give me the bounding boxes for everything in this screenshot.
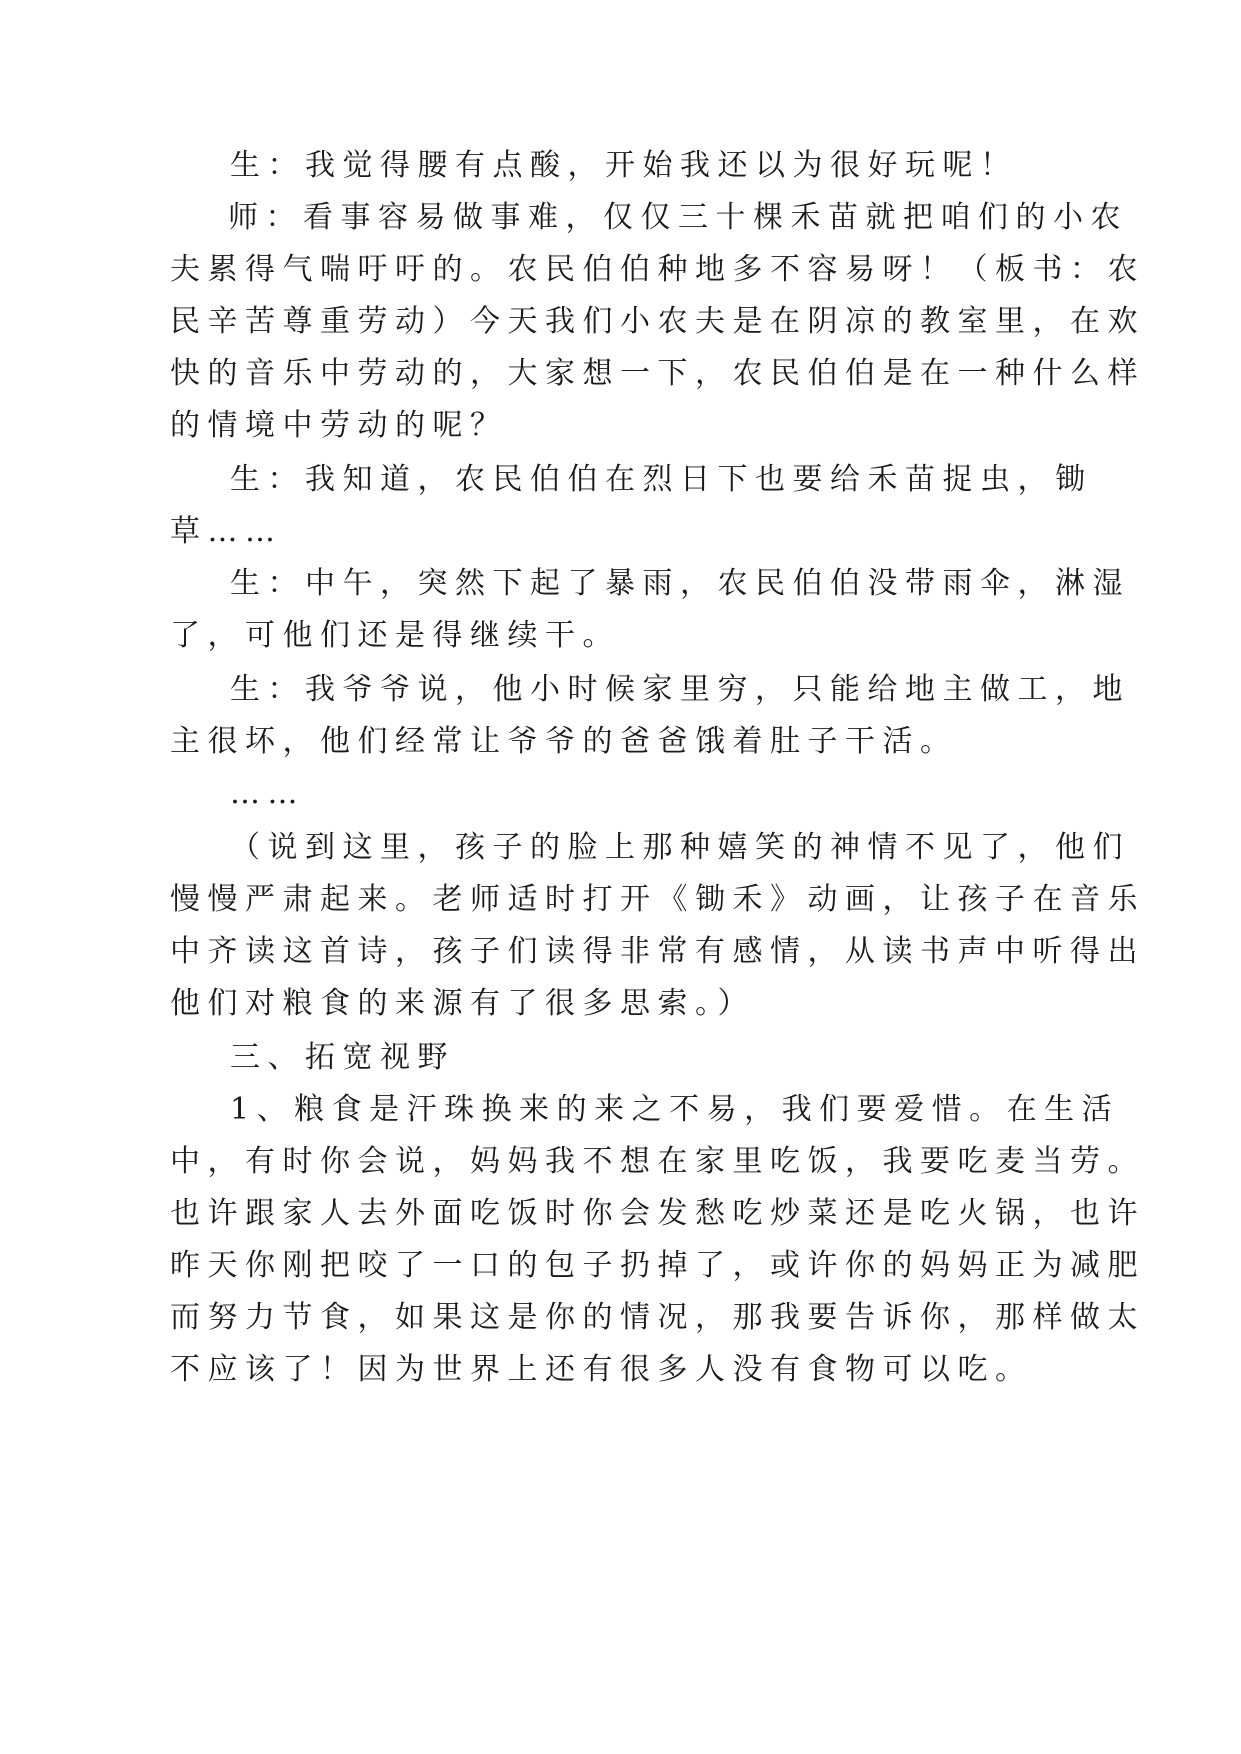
text-line: 民辛苦尊重劳动）今天我们小农夫是在阴凉的教室里，在欢 xyxy=(170,304,1145,339)
text-line: （说到这里，孩子的脸上那种嬉笑的神情不见了，他们 xyxy=(230,830,1130,865)
text-line: 生：我知道，农民伯伯在烈日下也要给禾苗捉虫，锄 xyxy=(230,462,1093,497)
text-line: 了，可他们还是得继续干。 xyxy=(170,618,620,653)
text-line: …… xyxy=(230,776,305,811)
text-line: 生：我爷爷说，他小时候家里穷，只能给地主做工，地 xyxy=(230,672,1130,707)
text-line: 师：看事容易做事难，仅仅三十棵禾苗就把咱们的小农 xyxy=(228,200,1128,235)
text-line: 主很坏，他们经常让爷爷的爸爸饿着肚子干活。 xyxy=(170,724,958,759)
text-line: 慢慢严肃起来。老师适时打开《锄禾》动画，让孩子在音乐 xyxy=(170,882,1145,917)
text-line: 也许跟家人去外面吃饭时你会发愁吃炒菜还是吃火锅，也许 xyxy=(170,1196,1145,1231)
text-line: 草…… xyxy=(170,514,283,549)
text-line: 中，有时你会说，妈妈我不想在家里吃饭，我要吃麦当劳。 xyxy=(170,1144,1145,1179)
text-line: 夫累得气喘吁吁的。农民伯伯种地多不容易呀！（板书：农 xyxy=(170,252,1145,287)
text-line: 中齐读这首诗，孩子们读得非常有感情，从读书声中听得出 xyxy=(170,934,1145,969)
text-line: 快的音乐中劳动的，大家想一下，农民伯伯是在一种什么样 xyxy=(170,356,1145,391)
text-line: 昨天你刚把咬了一口的包子扔掉了，或许你的妈妈正为减肥 xyxy=(170,1248,1145,1283)
text-line: 而努力节食，如果这是你的情况，那我要告诉你，那样做太 xyxy=(170,1300,1145,1335)
text-line: 不应该了！因为世界上还有很多人没有食物可以吃。 xyxy=(170,1352,1033,1387)
text-line: 的情境中劳动的呢？ xyxy=(170,408,508,443)
text-line: 生：我觉得腰有点酸，开始我还以为很好玩呢！ xyxy=(230,148,1018,183)
text-line: 三、拓宽视野 xyxy=(230,1040,455,1075)
text-line: 生：中午，突然下起了暴雨，农民伯伯没带雨伞，淋湿 xyxy=(230,566,1130,601)
text-line: 1、粮食是汗珠换来的来之不易，我们要爱惜。在生活 xyxy=(230,1092,1120,1127)
text-line: 他们对粮食的来源有了很多思索。） xyxy=(170,986,755,1021)
